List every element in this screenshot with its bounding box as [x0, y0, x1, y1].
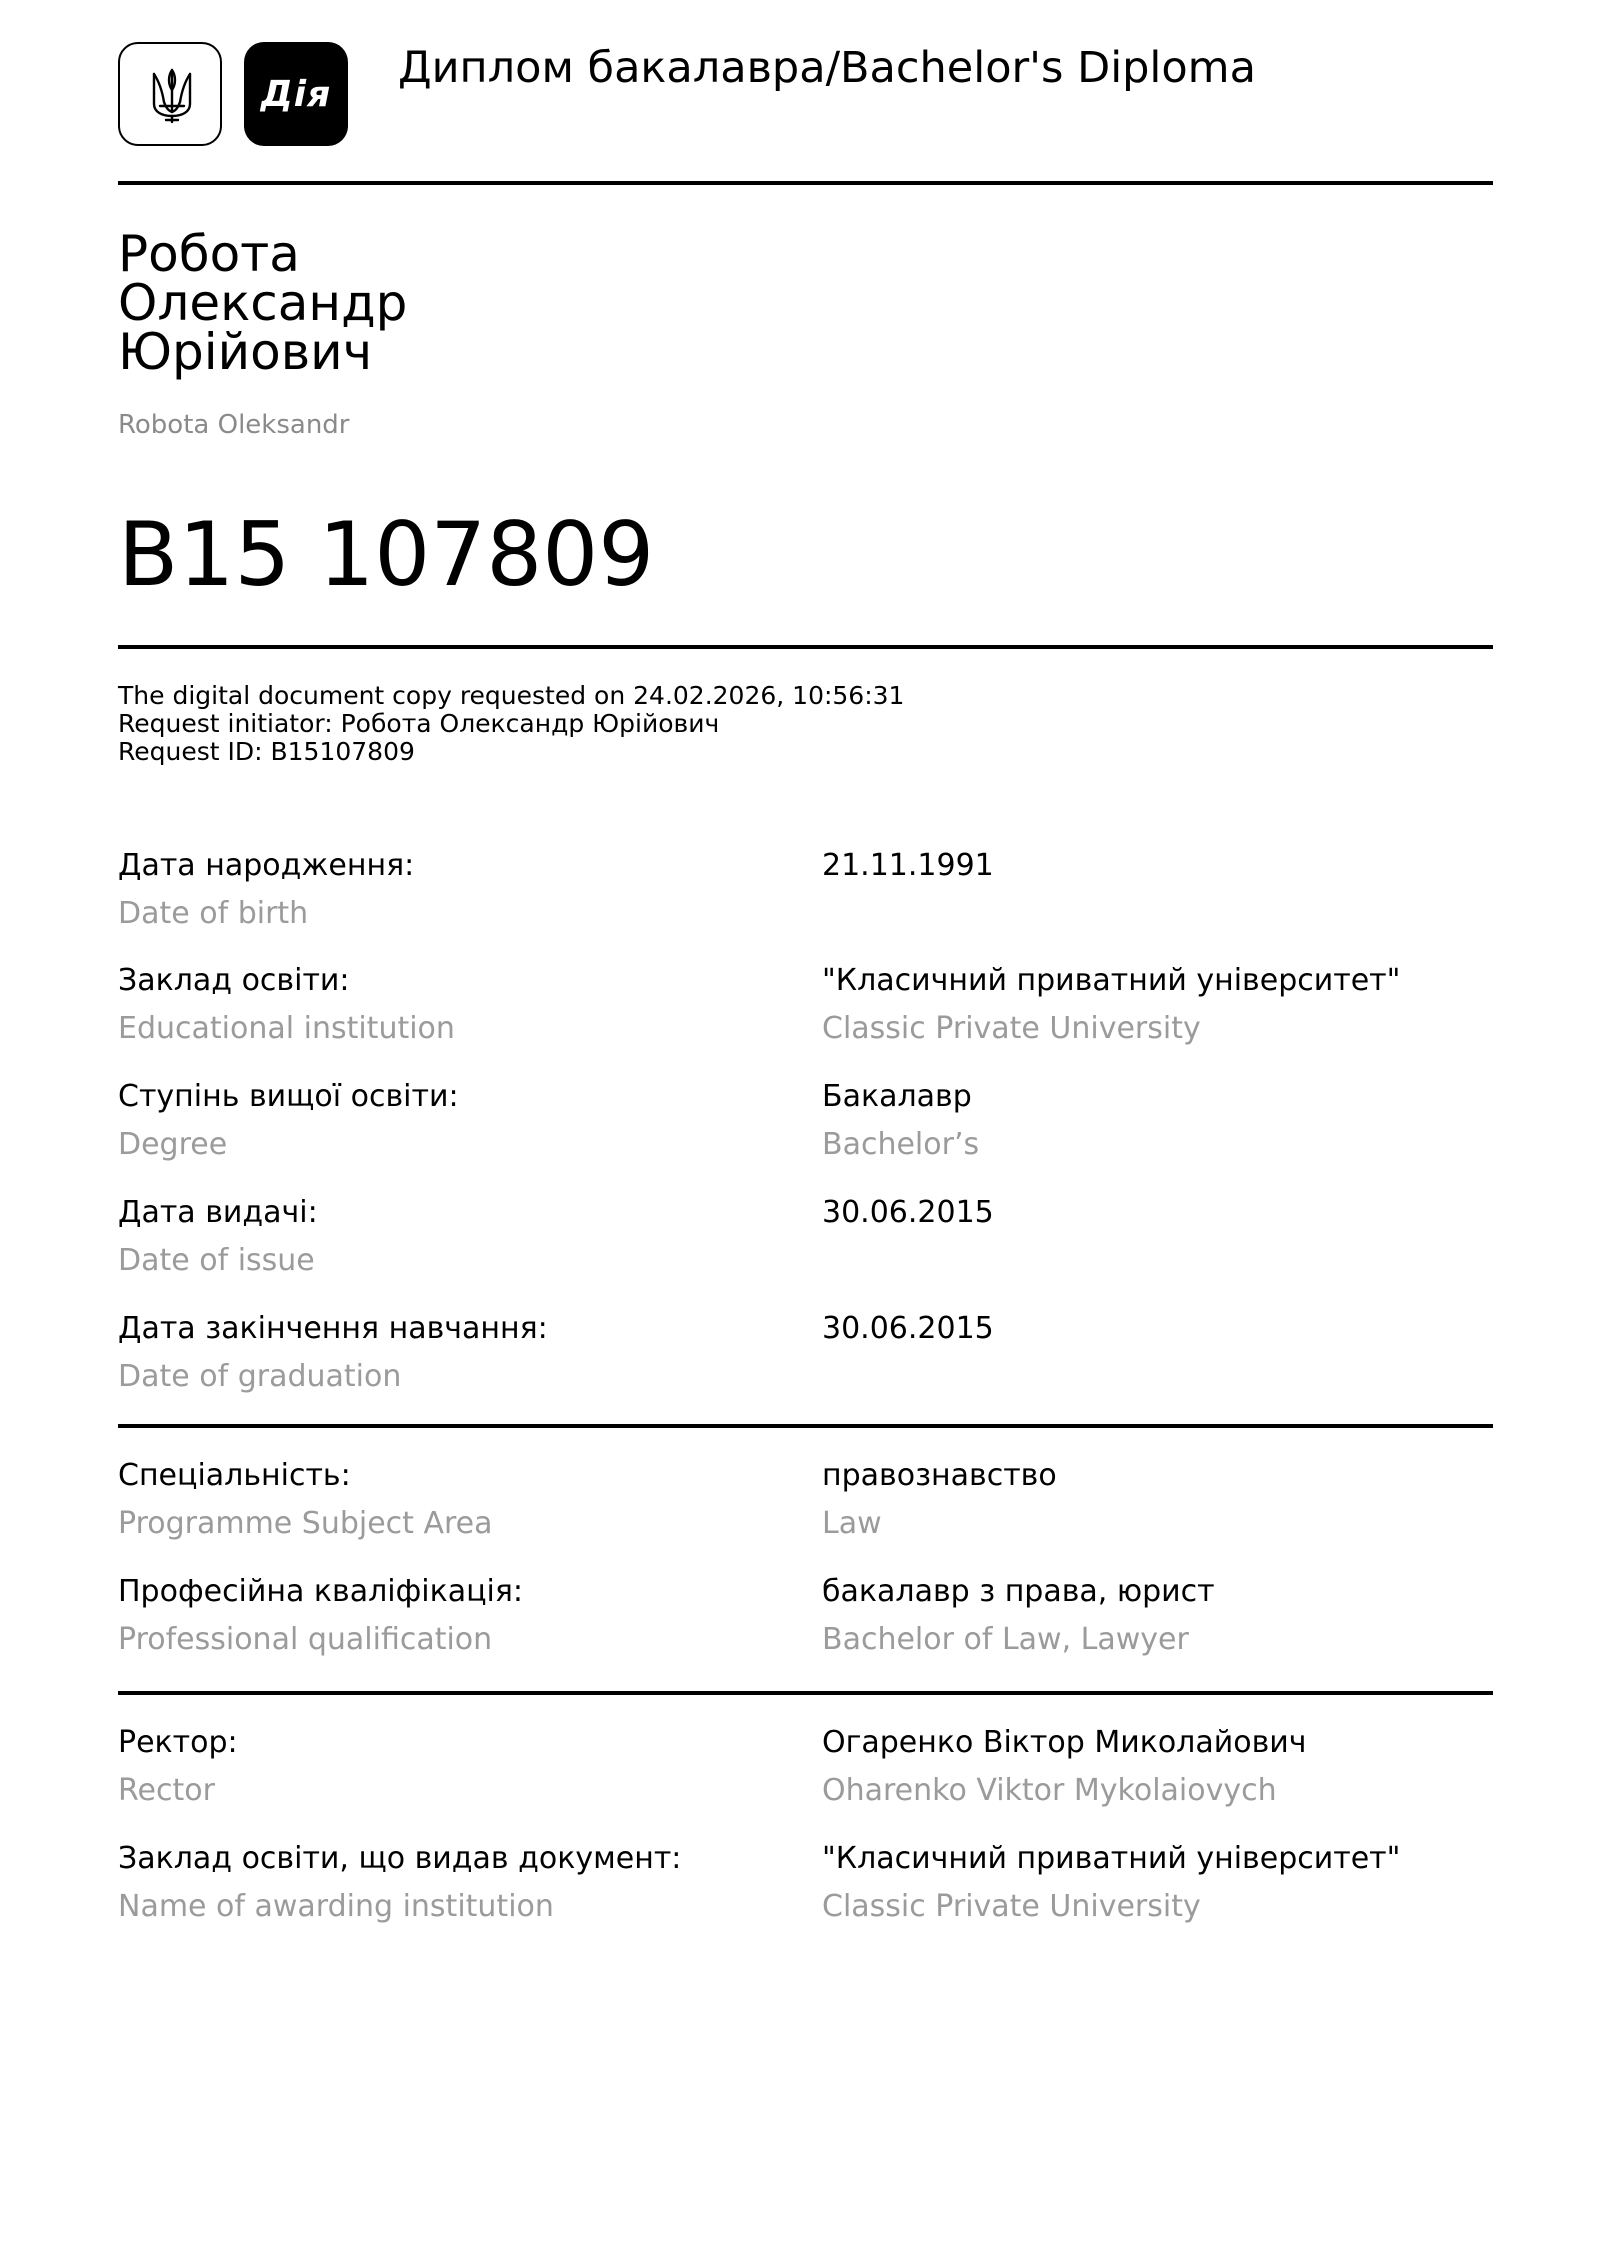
request-id: Request ID: B15107809 [118, 737, 415, 766]
field-label-en: Date of graduation [118, 1359, 402, 1394]
divider [118, 645, 1493, 649]
field-value-uk: Огаренко Віктор Миколайович [822, 1725, 1307, 1760]
field-label-en: Rector [118, 1773, 215, 1808]
field-rector [118, 1725, 1493, 1825]
field-value-uk: "Класичний приватний університет" [822, 963, 1401, 998]
field-value-en: Classic Private University [822, 1889, 1201, 1924]
divider [118, 181, 1493, 185]
field-professional-qualification [118, 1574, 1493, 1674]
field-label-uk: Дата закінчення навчання: [118, 1311, 548, 1346]
field-label-en: Professional qualification [118, 1622, 493, 1657]
field-degree [118, 1079, 1493, 1179]
field-label-uk: Ступінь вищої освіти: [118, 1079, 459, 1114]
field-educational-institution [118, 963, 1493, 1063]
field-value-uk: 21.11.1991 [822, 848, 994, 883]
holder-name [118, 225, 408, 381]
field-value-uk: Бакалавр [822, 1079, 972, 1114]
request-info [118, 682, 904, 766]
field-label-uk: Дата народження: [118, 848, 415, 883]
field-label-en: Degree [118, 1127, 228, 1162]
field-date-of-birth [118, 848, 1493, 948]
coat-of-arms-logo [118, 42, 222, 146]
holder-patronymic: Юрійович [118, 323, 373, 381]
field-programme-subject-area [118, 1458, 1493, 1558]
field-value-en: Law [822, 1506, 882, 1541]
field-label-uk: Дата видачі: [118, 1195, 318, 1230]
field-label-en: Date of birth [118, 896, 309, 931]
divider [118, 1691, 1493, 1695]
field-label-en: Educational institution [118, 1011, 455, 1046]
field-value-en: Classic Private University [822, 1011, 1201, 1046]
document-title: Диплом бакалавра/Bachelor's Diploma [398, 43, 1256, 93]
field-value-en: Bachelor of Law, Lawyer [822, 1622, 1189, 1657]
field-value-uk: бакалавр з права, юрист [822, 1574, 1215, 1609]
field-label-uk: Ректор: [118, 1725, 238, 1760]
request-initiator: Request initiator: Робота Олександр Юрійович [118, 709, 720, 738]
field-value-en: Bachelor’s [822, 1127, 980, 1162]
field-date-of-graduation [118, 1311, 1493, 1411]
field-value-uk: правознавство [822, 1458, 1057, 1493]
request-timestamp: The digital document copy requested on 24.02.2026, 10:56:31 [118, 681, 905, 710]
field-value-en: Oharenko Viktor Mykolaiovych [822, 1773, 1277, 1808]
field-date-of-issue [118, 1195, 1493, 1295]
field-label-uk: Заклад освіти, що видав документ: [118, 1841, 682, 1876]
trident-icon [142, 66, 202, 126]
field-label-uk: Заклад освіти: [118, 963, 350, 998]
field-value-uk: 30.06.2015 [822, 1311, 994, 1346]
document-number: B15 107809 [118, 503, 655, 606]
holder-surname: Робота [118, 225, 300, 283]
divider [118, 1424, 1493, 1428]
field-label-uk: Професійна кваліфікація: [118, 1574, 524, 1609]
field-value-uk: 30.06.2015 [822, 1195, 994, 1230]
diia-logo-text: Дія [260, 73, 332, 115]
field-label-uk: Спеціальність: [118, 1458, 351, 1493]
field-label-en: Programme Subject Area [118, 1506, 493, 1541]
field-label-en: Name of awarding institution [118, 1889, 554, 1924]
diia-app-logo [244, 42, 348, 146]
field-value-uk: "Класичний приватний університет" [822, 1841, 1401, 1876]
field-awarding-institution [118, 1841, 1493, 1941]
field-label-en: Date of issue [118, 1243, 315, 1278]
holder-given-name: Олександр [118, 274, 408, 332]
holder-latin-name: Robota Oleksandr [118, 410, 350, 440]
